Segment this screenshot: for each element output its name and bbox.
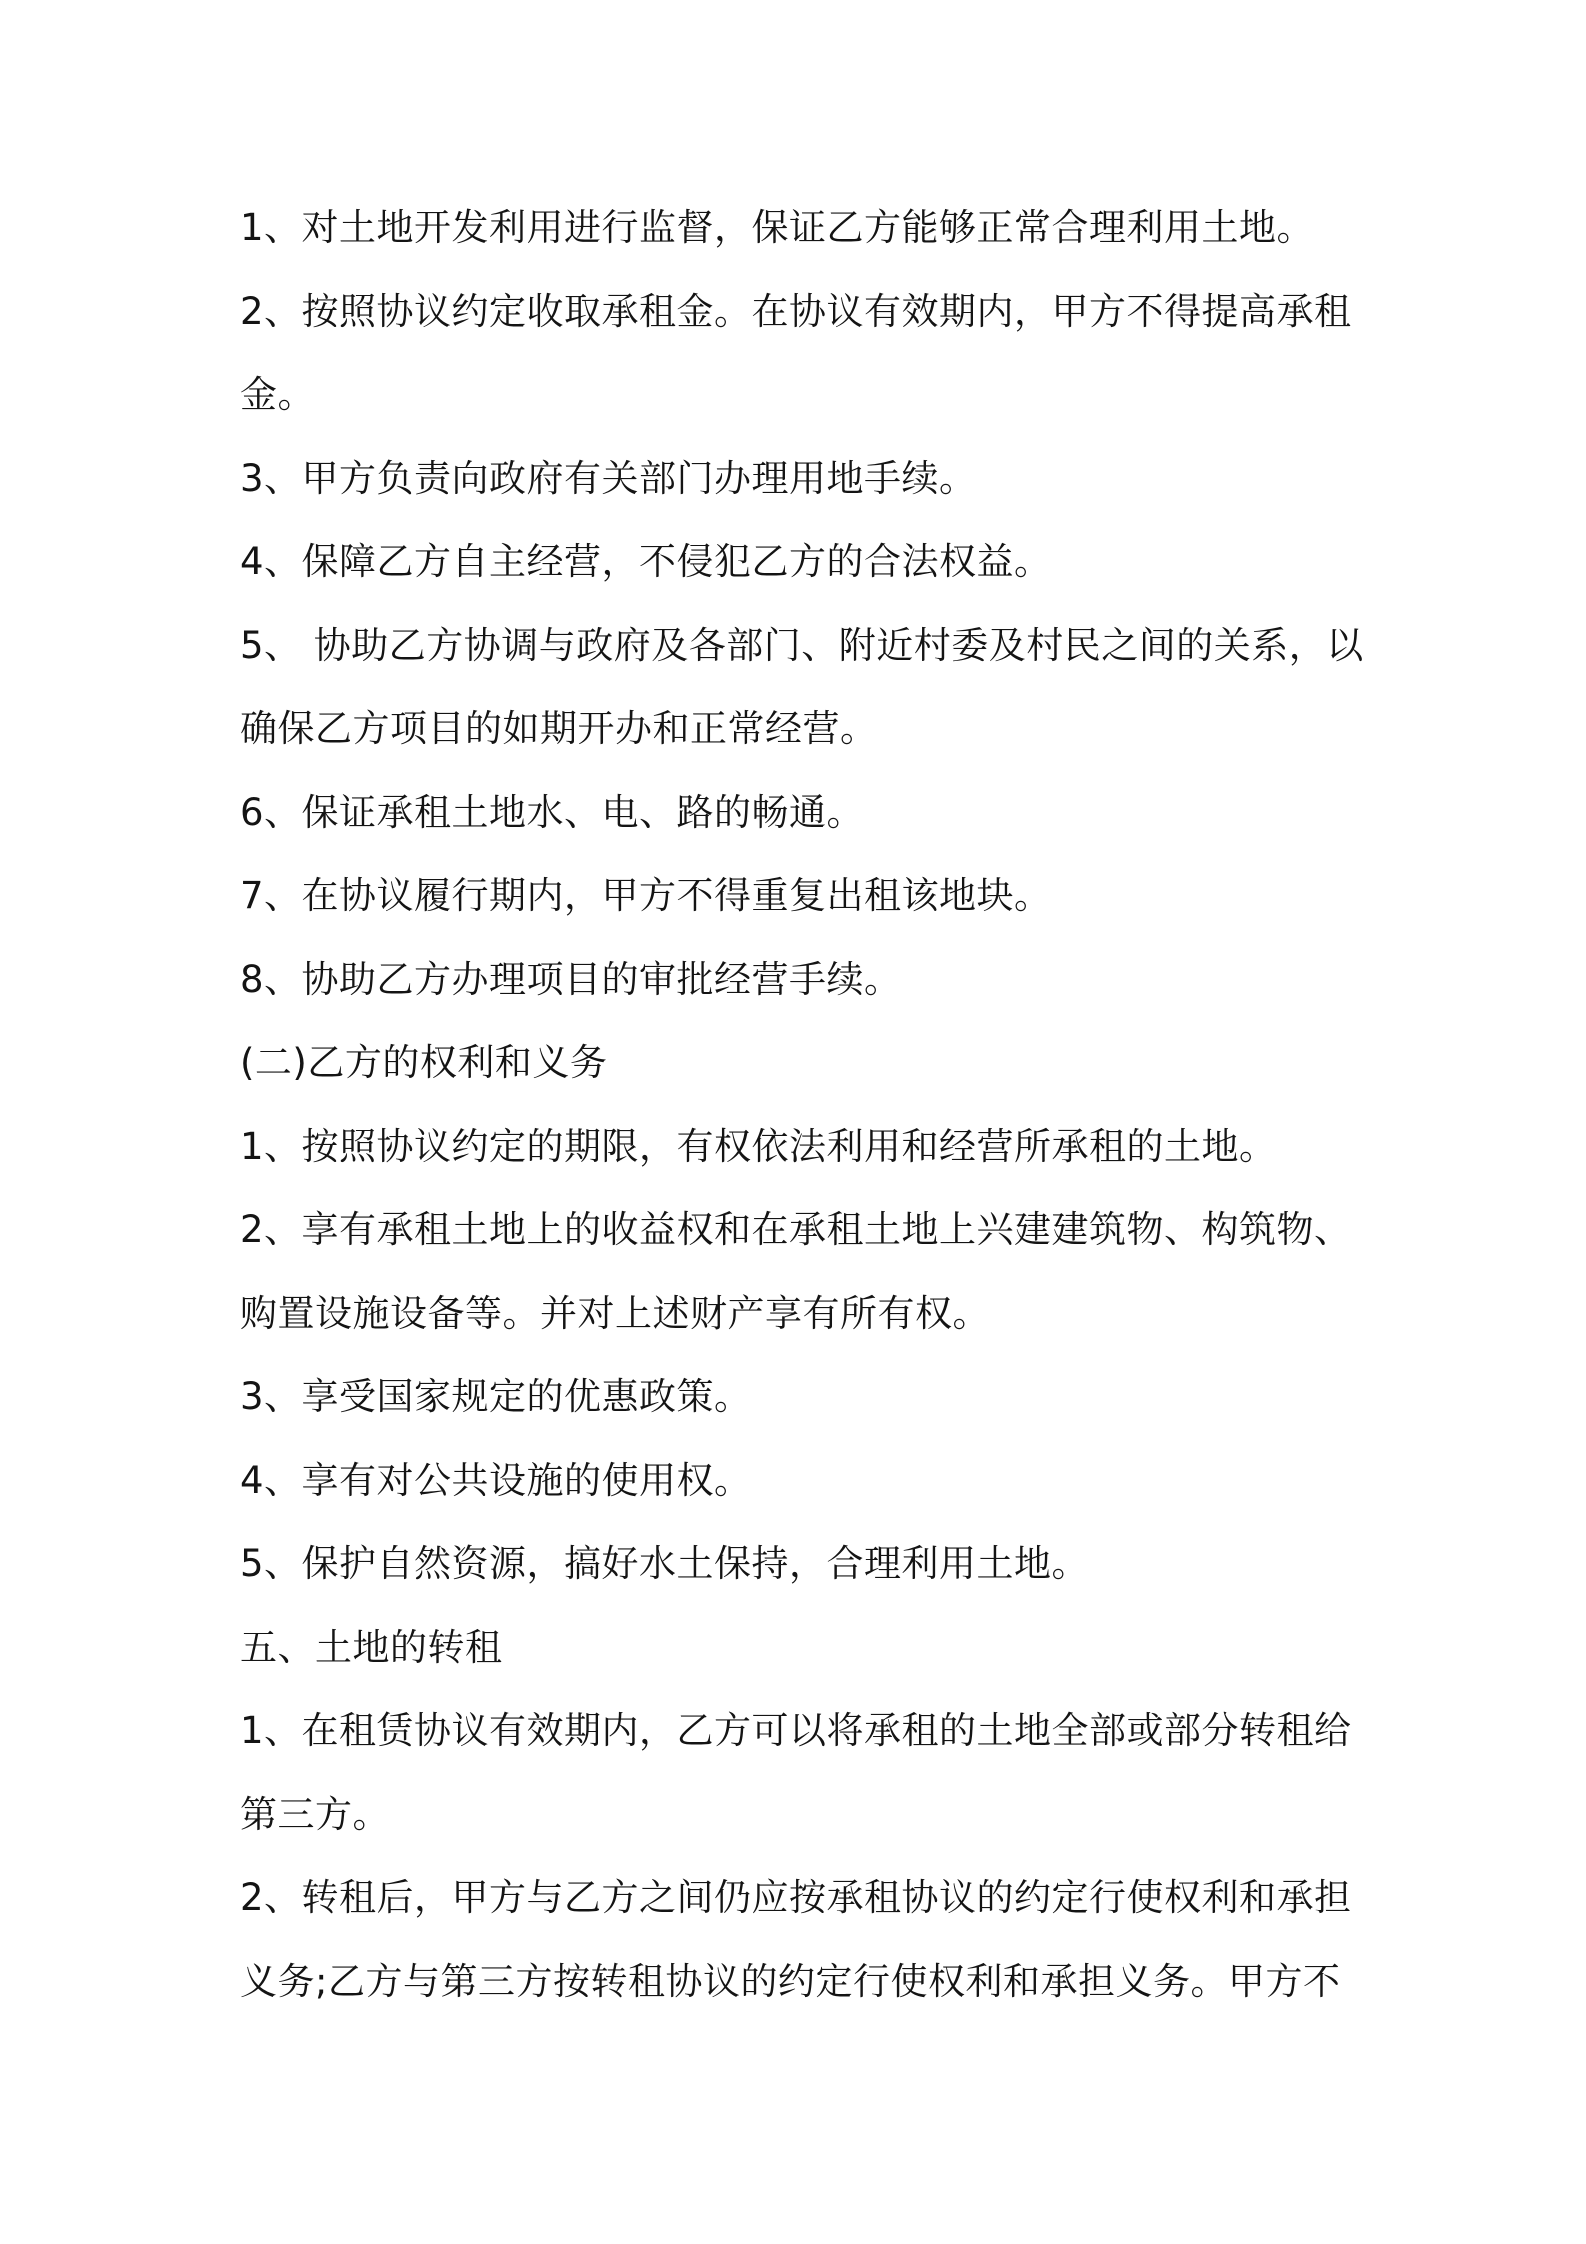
text-line: 1、在租赁协议有效期内，乙方可以将承租的土地全部或部分转租给	[240, 1709, 1352, 1752]
section-heading: 五、土地的转租	[240, 1625, 503, 1669]
text-line: 7、在协议履行期内，甲方不得重复出租该地块。	[240, 874, 1052, 917]
text-line: 2、转租后，甲方与乙方之间仍应按承租协议的约定行使权利和承担	[240, 1876, 1352, 1919]
text-line: 购置设施设备等。并对上述财产享有所有权。	[240, 1291, 990, 1335]
text-line: 6、保证承租土地水、电、路的畅通。	[240, 790, 865, 834]
text-line: 确保乙方项目的如期开办和正常经营。	[240, 707, 878, 750]
text-line: 1、对土地开发利用进行监督，保证乙方能够正常合理利用土地。	[240, 206, 1315, 249]
text-line: 2、享有承租土地上的收益权和在承租土地上兴建建筑物、构筑物、	[240, 1208, 1352, 1251]
section-heading: (二)乙方的权利和义务	[240, 1041, 608, 1084]
text-line: 5、保护自然资源，搞好水土保持，合理利用土地。	[240, 1542, 1090, 1585]
text-line: 义务;乙方与第三方按转租协议的约定行使权利和承担义务。甲方不	[240, 1959, 1341, 2003]
text-line: 3、甲方负责向政府有关部门办理用地手续。	[240, 456, 977, 500]
text-line: 金。	[240, 373, 315, 416]
text-line: 1、按照协议约定的期限，有权依法利用和经营所承租的土地。	[240, 1124, 1277, 1168]
text-line: 2、按照协议约定收取承租金。在协议有效期内，甲方不得提高承租	[240, 289, 1352, 333]
document-body	[240, 186, 1364, 2023]
text-line: 5、 协助乙方协调与政府及各部门、附近村委及村民之间的关系，以	[240, 623, 1364, 667]
text-line: 8、协助乙方办理项目的审批经营手续。	[240, 957, 902, 1001]
text-line: 第三方。	[240, 1792, 390, 1836]
text-line: 4、保障乙方自主经营，不侵犯乙方的合法权益。	[240, 540, 1052, 583]
text-line: 4、享有对公共设施的使用权。	[240, 1458, 752, 1502]
text-line: 3、享受国家规定的优惠政策。	[240, 1375, 752, 1418]
